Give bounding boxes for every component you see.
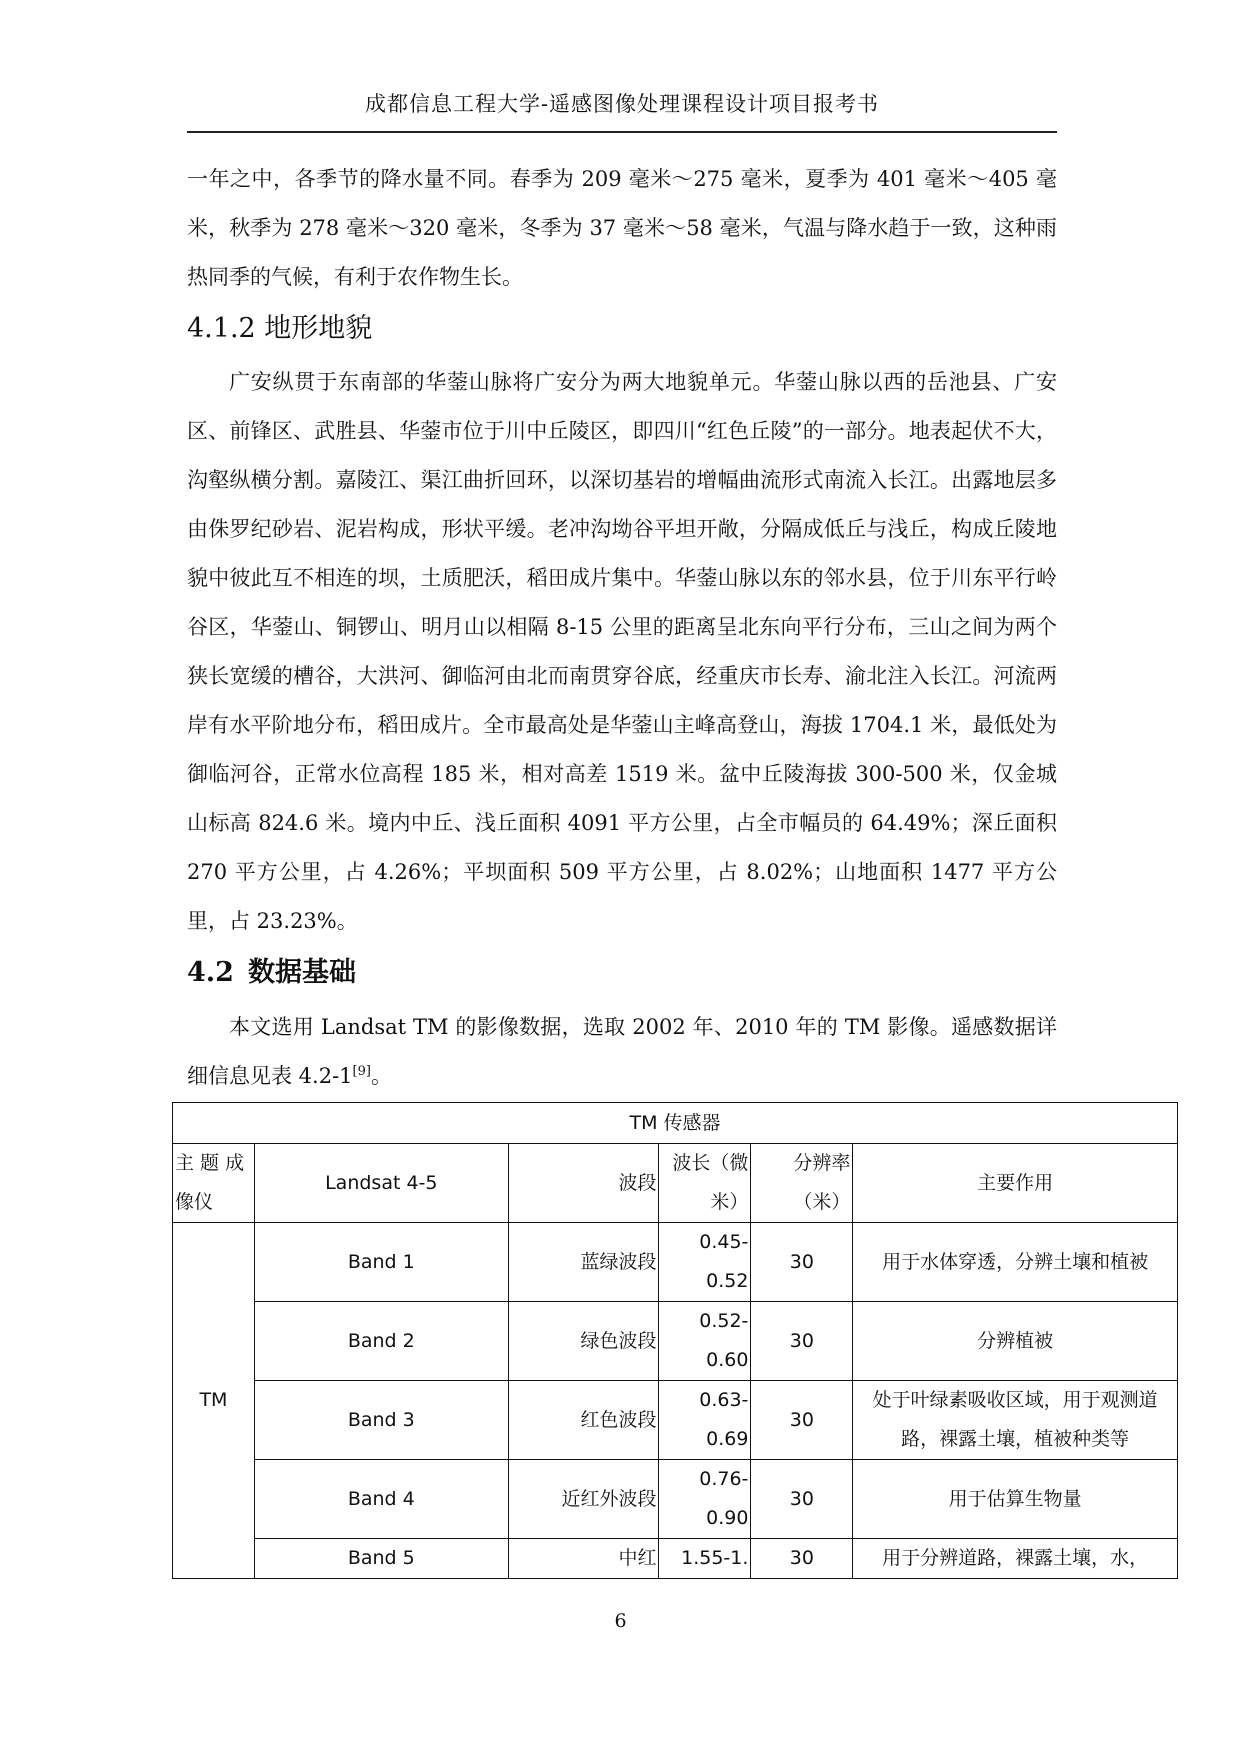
range-cell: 中红 <box>508 1539 659 1579</box>
header-resolution: 分辨率（米） <box>751 1144 853 1223</box>
use-cell: 处于叶绿素吸收区域，用于观测道路，裸露土壤，植被种类等 <box>853 1381 1178 1460</box>
section-number: 4.2 <box>187 957 234 988</box>
section-heading-4-2 <box>187 956 1057 990</box>
range-cell: 蓝绿波段 <box>508 1223 659 1302</box>
resolution-cell: 30 <box>751 1460 853 1539</box>
header-band: 波段 <box>508 1144 659 1223</box>
page-header: 成都信息工程大学-遥感图像处理课程设计项目报考书 <box>364 92 880 116</box>
section-title: 数据基础 <box>247 957 356 988</box>
citation-ref[interactable]: [9] <box>352 1064 371 1079</box>
paragraph-data-basis-text: 本文选用 Landsat TM 的影像数据，选取 2002 年、2010 年的 TM 影像。遥感数据详细信息见表 4.2-1 <box>187 1015 1057 1088</box>
table-row <box>173 1302 1178 1381</box>
page-number: 6 <box>614 1610 627 1632</box>
instrument-cell: TM <box>173 1223 255 1579</box>
wavelength-cell: 1.55-1. <box>659 1539 751 1579</box>
resolution-cell: 30 <box>751 1302 853 1381</box>
tm-sensor-table <box>172 1102 1178 1579</box>
wavelength-cell: 0.52-0.60 <box>659 1302 751 1381</box>
band-cell: Band 2 <box>254 1302 508 1381</box>
paragraph-precipitation: 一年之中，各季节的降水量不同。春季为 209 毫米～275 毫米，夏季为 401 毫米～405 毫米，秋季为 278 毫米～320 毫米，冬季为 37 毫米～58 毫米，气温与降水趋于一致，这种雨热同季的气候，有利于农作物生长。 <box>187 167 1057 289</box>
document-body <box>187 155 1057 1101</box>
band-cell: Band 4 <box>254 1460 508 1539</box>
header-divider <box>187 131 1057 133</box>
table-header-row <box>173 1144 1178 1223</box>
band-cell: Band 5 <box>254 1539 508 1579</box>
use-cell: 用于估算生物量 <box>853 1460 1178 1539</box>
header-main-use: 主要作用 <box>853 1144 1178 1223</box>
paragraph-terrain: 广安纵贯于东南部的华蓥山脉将广安分为两大地貌单元。华蓥山脉以西的岳池县、广安区、前锋区、武胜县、华蓥市位于川中丘陵区，即四川“红色丘陵”的一部分。地表起伏不大，沟壑纵横分割。嘉陵江、渠江曲折回环，以深切基岩的增幅曲流形式南流入长江。出露地层多由侏罗纪砂岩、泥岩构成，形状平缓。老冲沟坳谷平坦开敞，分隔成低丘与浅丘，构成丘陵地貌中彼此互不相连的坝，土质肥沃，稻田成片集中。华蓥山脉以东的邻水县，位于川东平行岭谷区，华蓥山、铜锣山、明月山以相隔 8-15 公里的距离呈北东向平行分布，三山之间为两个狭长宽缓的槽谷，大洪河、御临河由北而南贯穿谷底，经重庆市长寿、渝北注入长江。河流两岸有水平阶地分布，稻田成片。全市最高处是华蓥山主峰高登山，海拔 1704.1 米，最低处为御临河谷，正常水位高程 185 米，相对高差 1519 米。盆中丘陵海拔 300-500 米，仅金城山标高 824.6 米。境内中丘、浅丘面积 4091 平方公里，占全市幅员的 64.49%；深丘面积 270 平方公里，占 4.26%；平坝面积 509 平方公里，占 8.02%；山地面积 1477 平方公里，占 23.23%。 <box>187 370 1057 933</box>
header-instrument: 主 题 成像仪 <box>173 1144 255 1223</box>
table-row <box>173 1223 1178 1302</box>
table-row <box>173 1381 1178 1460</box>
table-row <box>173 1460 1178 1539</box>
range-cell: 近红外波段 <box>508 1460 659 1539</box>
band-cell: Band 3 <box>254 1381 508 1460</box>
table-row <box>173 1539 1178 1579</box>
use-cell: 分辨植被 <box>853 1302 1178 1381</box>
section-heading-4-1-2: 4.1.2 地形地貌 <box>187 313 373 344</box>
band-cell: Band 1 <box>254 1223 508 1302</box>
sensor-title-cell: TM 传感器 <box>173 1103 1178 1144</box>
use-cell: 用于分辨道路，裸露土壤，水， <box>853 1539 1178 1579</box>
wavelength-cell: 0.45-0.52 <box>659 1223 751 1302</box>
header-satellite: Landsat 4-5 <box>254 1144 508 1223</box>
resolution-cell: 30 <box>751 1381 853 1460</box>
use-cell: 用于水体穿透，分辨土壤和植被 <box>853 1223 1178 1302</box>
wavelength-cell: 0.63-0.69 <box>659 1381 751 1460</box>
range-cell: 绿色波段 <box>508 1302 659 1381</box>
resolution-cell: 30 <box>751 1539 853 1579</box>
range-cell: 红色波段 <box>508 1381 659 1460</box>
header-wavelength: 波长（微米） <box>659 1144 751 1223</box>
wavelength-cell: 0.76-0.90 <box>659 1460 751 1539</box>
paragraph-data-basis <box>187 1003 1057 1101</box>
paragraph-data-basis-end: 。 <box>370 1064 392 1088</box>
resolution-cell: 30 <box>751 1223 853 1302</box>
table-title-row <box>173 1103 1178 1144</box>
